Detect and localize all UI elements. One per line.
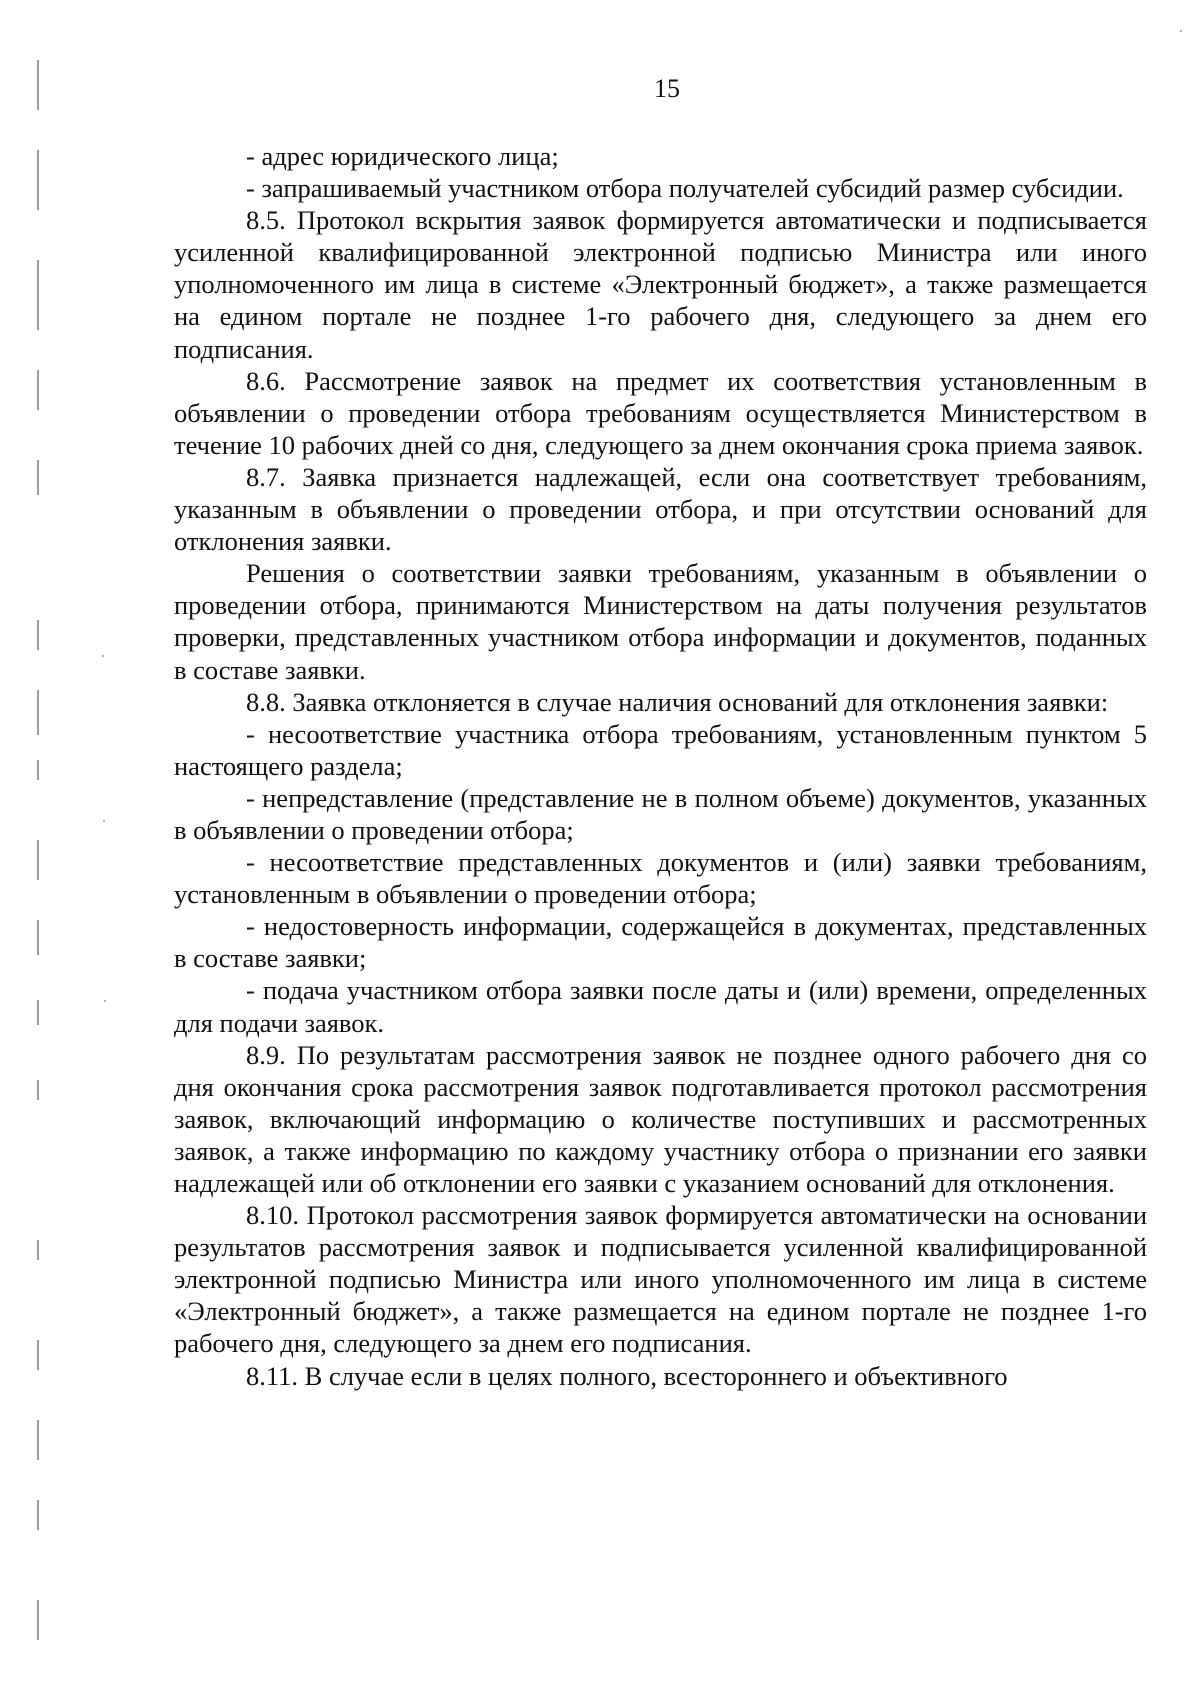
list-item-late-submission: - подача участником отбора заявки после даты и (или) времени, определенных для подачи заявок. bbox=[174, 975, 1147, 1038]
scan-artifact bbox=[37, 1340, 39, 1370]
paragraph-decisions: Решения о соответствии заявки требованиям, указанным в объявлении о проведении отбора, принимаются Министерством на даты получения результатов проверки, представленных участником отбора информации и документов, поданных в составе заявки. bbox=[174, 558, 1147, 685]
paragraph-8-6: 8.6. Рассмотрение заявок на предмет их соответствия установленным в объявлении о проведении отбора требованиям осуществляется Министерством в течение 10 рабочих дней со дня, следующего за днем окончания срока приема заявок. bbox=[174, 365, 1147, 460]
list-item-noncompliance-documents: - несоответствие представленных документов и (или) заявки требованиям, установленным в объявлении о проведении отбора; bbox=[174, 847, 1147, 910]
scan-artifact bbox=[37, 1420, 39, 1460]
scan-artifact bbox=[37, 690, 39, 735]
list-item-nonsubmission: - непредставление (представление не в полном объеме) документов, указанных в объявлении о проведении отбора; bbox=[174, 782, 1147, 845]
scan-artifact bbox=[37, 920, 39, 955]
scan-artifact bbox=[37, 1000, 39, 1025]
paragraph-8-10: 8.10. Протокол рассмотрения заявок формируется автоматически на основании результатов рассмотрения заявок и подписывается усиленной квалифицированной электронной подписью Министра или иного уполномоченного им лица в системе «Электронный бюджет», а также размещается на едином портале не позднее 1-го рабочего дня, следующего за днем его подписания. bbox=[174, 1200, 1147, 1359]
scan-artifact bbox=[37, 1500, 39, 1530]
scan-artifact bbox=[37, 370, 39, 410]
document-body bbox=[174, 140, 1147, 1392]
scan-artifact bbox=[37, 760, 39, 780]
scan-speck bbox=[103, 820, 105, 822]
paragraph-8-9: 8.9. По результатам рассмотрения заявок не позднее одного рабочего дня со дня окончания срока рассмотрения заявок подготавливается протокол рассмотрения заявок, включающий информацию о количестве поступивших и рассмотренных заявок, а также информацию по каждому участнику отбора о признании его заявки надлежащей или об отклонении его заявки с указанием оснований для отклонения. bbox=[174, 1039, 1147, 1198]
scan-speck bbox=[1180, 30, 1182, 32]
paragraph-8-8: 8.8. Заявка отклоняется в случае наличия оснований для отклонения заявки: bbox=[246, 686, 1109, 717]
paragraph-8-11: 8.11. В случае если в целях полного, всестороннего и объективного bbox=[246, 1360, 1008, 1391]
list-item-noncompliance-participant: - несоответствие участника отбора требованиям, установленным пунктом 5 настоящего раздела; bbox=[174, 718, 1147, 781]
scan-artifact bbox=[37, 150, 39, 210]
paragraph-requested-subsidy: - запрашиваемый участником отбора получателей субсидий размер субсидии. bbox=[246, 173, 1124, 204]
paragraph-8-5: 8.5. Протокол вскрытия заявок формируется автоматически и подписывается усиленной квалифицированной электронной подписью Министра или иного уполномоченного им лица в системе «Электронный бюджет», а также размещается на едином портале не позднее 1-го рабочего дня, следующего за днем его подписания. bbox=[174, 205, 1147, 364]
page-number: 15 bbox=[654, 74, 680, 103]
scan-speck bbox=[102, 655, 104, 657]
scan-artifact bbox=[37, 460, 39, 495]
paragraph-legal-address: - адрес юридического лица; bbox=[246, 141, 559, 171]
scan-artifact bbox=[37, 1080, 39, 1100]
paragraph-8-7: 8.7. Заявка признается надлежащей, если она соответствует требованиям, указанным в объявлении о проведении отбора, и при отсутствии оснований для отклонения заявки. bbox=[174, 461, 1147, 557]
scan-artifact bbox=[37, 620, 39, 650]
scan-artifact bbox=[37, 1240, 39, 1260]
scan-artifact bbox=[37, 1600, 39, 1640]
scan-artifact bbox=[37, 260, 39, 330]
scan-speck bbox=[104, 1000, 106, 1002]
scan-artifact bbox=[37, 840, 39, 880]
list-item-unreliable-information: - недостоверность информации, содержащейся в документах, представленных в составе заявки; bbox=[174, 911, 1147, 974]
